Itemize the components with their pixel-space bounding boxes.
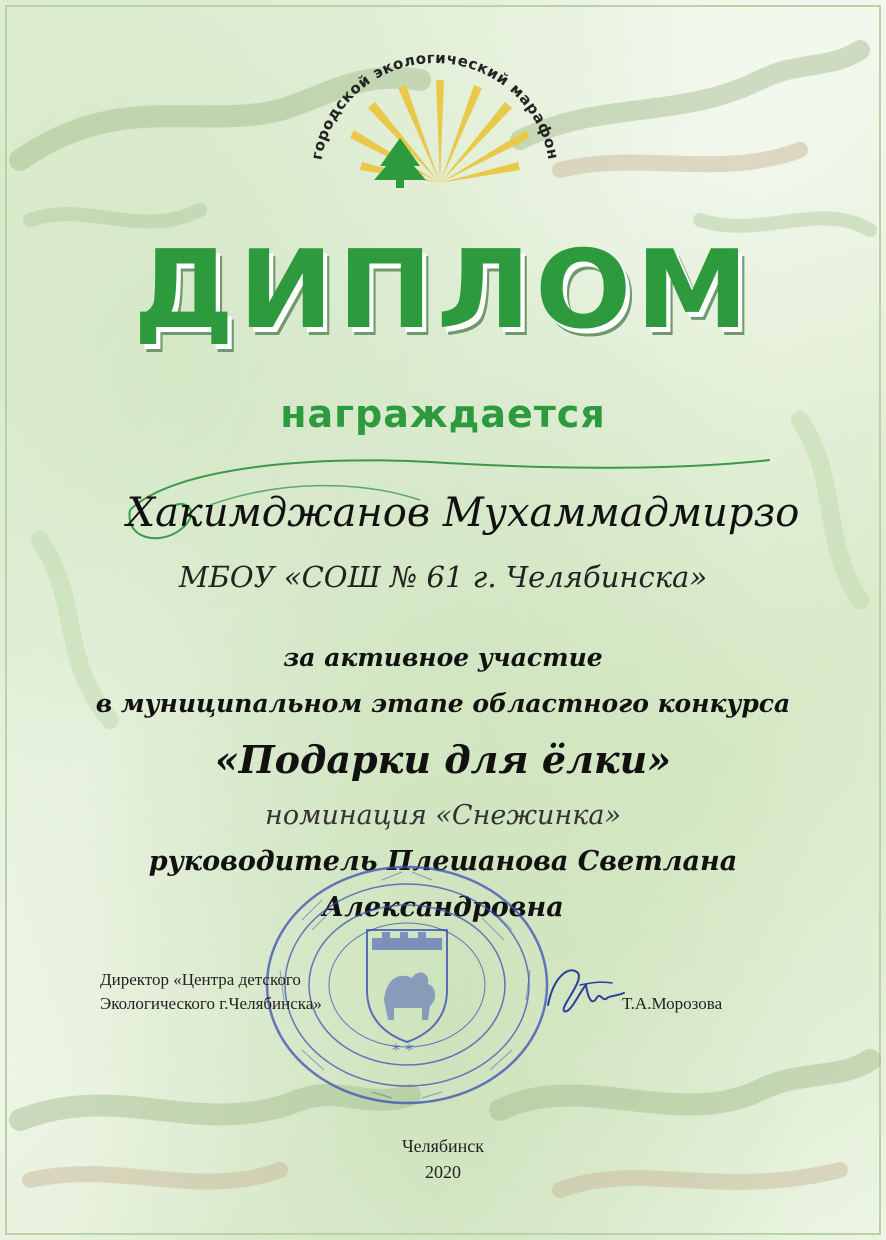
director-position: [100, 968, 322, 1016]
svg-text:* *: * *: [392, 1040, 414, 1059]
brush-stroke: [560, 150, 800, 170]
sun-ray: [440, 162, 520, 183]
director-name: Т.А.Морозова: [622, 994, 723, 1013]
footer-city: Челябинск: [401, 1136, 485, 1156]
footer-year: 2020: [425, 1162, 461, 1182]
brush-stroke: [30, 210, 200, 222]
logo-arc-text: городской экологический марафон: [307, 48, 563, 162]
contest-name: «Подарки для ёлки»: [215, 737, 671, 782]
reason-line-1: за активное участие: [283, 643, 603, 672]
director-position-line-1: Директор «Центра детского: [100, 970, 301, 989]
leader-line-2: Александровна: [322, 892, 564, 923]
nomination: номинация «Снежинка»: [265, 800, 621, 831]
sun-ray: [440, 85, 482, 183]
sun-icon: [350, 80, 530, 183]
recipient-school: МБОУ «СОШ № 61 г. Челябинска»: [178, 560, 708, 594]
handwritten-signature: [540, 955, 630, 1025]
coat-of-arms-icon: [367, 930, 447, 1042]
director-position-line-2: Экологического г.Челябинска»: [100, 994, 322, 1013]
marathon-logo: [290, 38, 590, 198]
diploma-title: ДИПЛОМ: [133, 228, 753, 353]
leader-line-1: руководитель Плешанова Светлана: [148, 846, 738, 877]
sun-ray: [436, 80, 444, 183]
reason-line-2: в муниципальном этапе областного конкурса: [95, 689, 791, 718]
svg-text:городской экологический марафо: [308, 49, 563, 161]
awarded-label: награждается: [280, 392, 606, 436]
footer: [0, 1133, 886, 1185]
fir-tree-icon: [374, 138, 426, 188]
recipient-name: Хакимджанов Мухаммадмирзо: [126, 490, 800, 536]
brush-stroke: [500, 1060, 870, 1110]
